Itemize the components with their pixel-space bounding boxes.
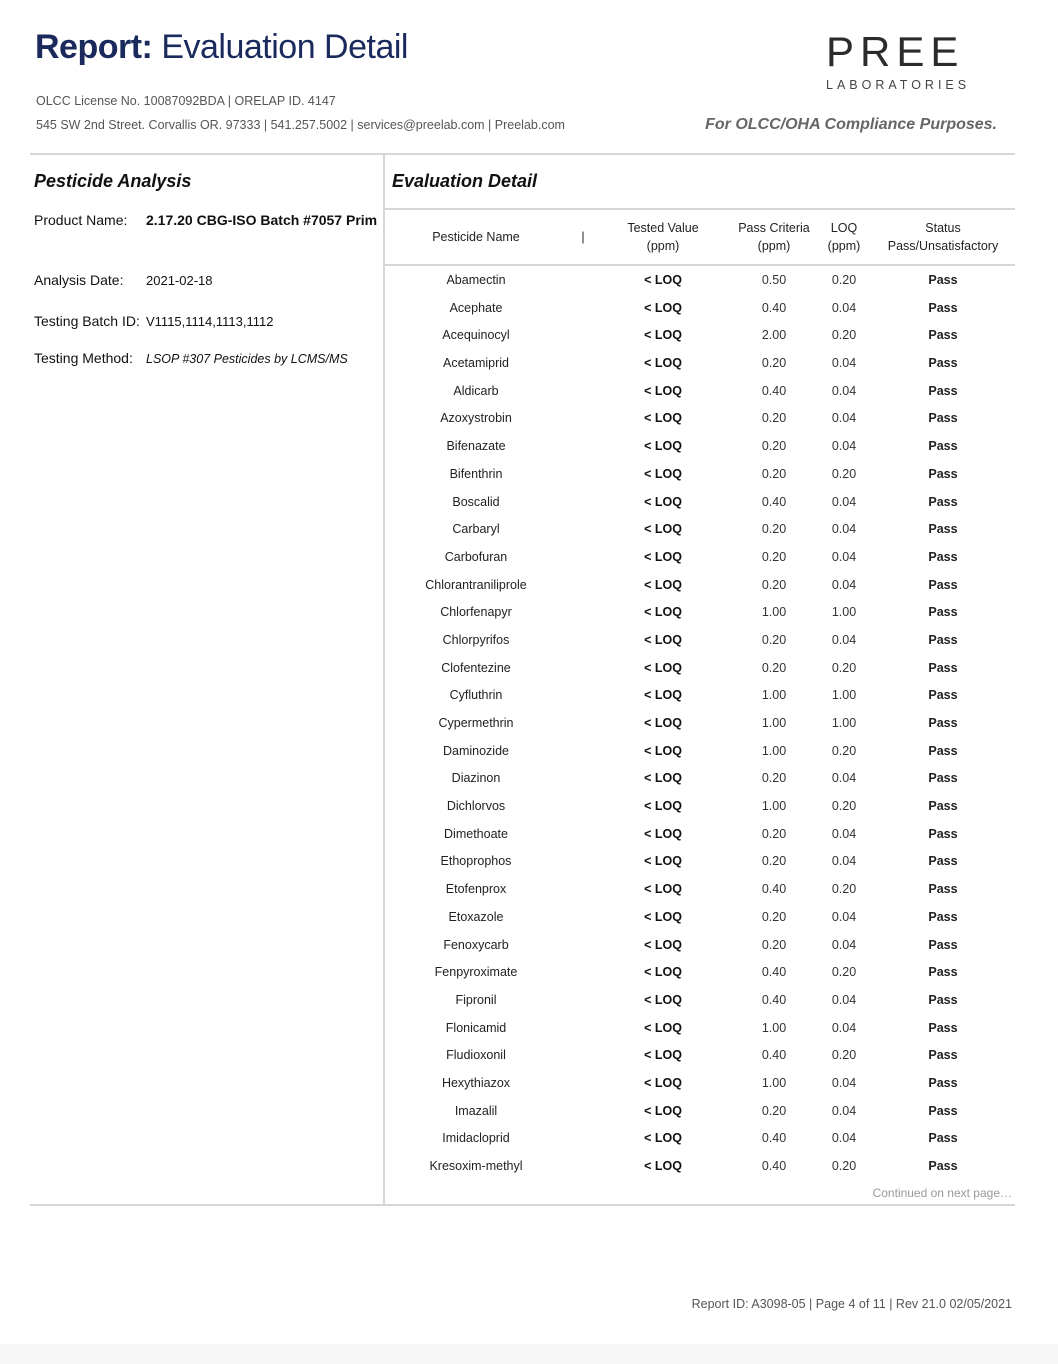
cell-tested-value: < LOQ (644, 549, 682, 564)
cell-pass-criteria: 1.00 (761, 1020, 787, 1035)
cell-status: Pass (928, 605, 958, 620)
table-header-rule-top (385, 208, 1015, 210)
table-row (385, 626, 1015, 654)
cell-pesticide-name: Aldicarb (453, 383, 499, 398)
title-rest: Evaluation Detail (152, 28, 408, 66)
divider-top (30, 153, 1015, 155)
cell-loq: 0.04 (831, 577, 857, 592)
cell-loq: 0.04 (831, 356, 857, 371)
cell-pass-criteria: 0.40 (761, 383, 787, 398)
cell-tested-value: < LOQ (644, 577, 682, 592)
table-row (385, 543, 1015, 571)
cell-status: Pass (928, 273, 958, 287)
cell-loq: 0.04 (831, 1131, 857, 1146)
cell-status: Pass (928, 937, 958, 952)
cell-loq: 0.20 (831, 799, 857, 814)
title-bold: Report: (35, 28, 153, 66)
analysis-date-label: Analysis Date: (34, 272, 124, 288)
table-row (385, 515, 1015, 543)
cell-pass-criteria: 0.40 (761, 965, 787, 980)
cell-loq: 1.00 (831, 605, 857, 620)
col-header-criteria-line2: (ppm) (757, 239, 791, 253)
cell-pesticide-name: Acequinocyl (442, 328, 510, 343)
cell-pass-criteria: 0.40 (761, 494, 787, 509)
cell-tested-value: < LOQ (644, 411, 682, 426)
testing-method-value: LSOP #307 Pesticides by LCMS/MS (146, 352, 348, 366)
col-header-criteria-line1: Pass Criteria (738, 221, 810, 235)
cell-status: Pass (928, 688, 958, 703)
cell-tested-value: < LOQ (644, 771, 682, 786)
table-row (385, 931, 1015, 959)
cell-pass-criteria: 1.00 (761, 605, 787, 620)
table-row (385, 571, 1015, 599)
cell-tested-value: < LOQ (644, 1075, 682, 1090)
cell-loq: 0.20 (831, 660, 857, 675)
table-row (385, 847, 1015, 875)
col-header-status-line2: Pass/Unsatisfactory (887, 239, 999, 253)
cell-tested-value: < LOQ (644, 273, 682, 287)
cell-pesticide-name: Daminozide (442, 743, 509, 758)
cell-pass-criteria: 0.20 (761, 356, 787, 371)
cell-loq: 1.00 (831, 688, 857, 703)
cell-pesticide-name: Acetamiprid (443, 356, 509, 371)
cell-pass-criteria: 1.00 (761, 799, 787, 814)
cell-pesticide-name: Ethoprophos (440, 854, 512, 869)
cell-loq: 0.04 (831, 411, 857, 426)
cell-loq: 0.04 (831, 439, 857, 454)
page-bottom-band (0, 1344, 1058, 1364)
col-header-tested-line1: Tested Value (627, 221, 699, 235)
cell-status: Pass (928, 577, 958, 592)
cell-tested-value: < LOQ (644, 328, 682, 343)
cell-pesticide-name: Carbaryl (452, 522, 500, 537)
cell-status: Pass (928, 1075, 958, 1090)
cell-pass-criteria: 0.20 (761, 937, 787, 952)
table-row (385, 432, 1015, 460)
cell-tested-value: < LOQ (644, 605, 682, 620)
cell-loq: 0.04 (831, 992, 857, 1007)
cell-pesticide-name: Cypermethrin (438, 716, 514, 730)
cell-status: Pass (928, 1048, 958, 1063)
table-row (385, 266, 1015, 294)
table-row (385, 737, 1015, 765)
cell-pesticide-name: Cyfluthrin (449, 688, 503, 703)
cell-loq: 0.20 (831, 1159, 857, 1173)
cell-pass-criteria: 2.00 (761, 328, 787, 343)
table-row (385, 792, 1015, 820)
cell-pesticide-name: Boscalid (452, 494, 500, 509)
cell-loq: 0.20 (831, 743, 857, 758)
cell-pesticide-name: Etofenprox (445, 882, 507, 897)
product-name-label: Product Name: (34, 212, 128, 228)
cell-tested-value: < LOQ (644, 854, 682, 869)
table-row (385, 709, 1015, 737)
cell-pesticide-name: Fenpyroximate (434, 965, 518, 980)
pree-logo (826, 28, 998, 92)
cell-pass-criteria: 0.20 (761, 577, 787, 592)
cell-pass-criteria: 0.40 (761, 1159, 787, 1173)
cell-pass-criteria: 0.20 (761, 660, 787, 675)
cell-tested-value: < LOQ (644, 743, 682, 758)
testing-batch-field (34, 313, 273, 329)
cell-status: Pass (928, 522, 958, 537)
cell-tested-value: < LOQ (644, 882, 682, 897)
cell-status: Pass (928, 1131, 958, 1146)
cell-loq: 0.04 (831, 1075, 857, 1090)
cell-status: Pass (928, 466, 958, 481)
cell-loq: 0.20 (831, 466, 857, 481)
table-row (385, 321, 1015, 349)
table-row (385, 294, 1015, 322)
cell-status: Pass (928, 549, 958, 564)
col-header-loq-line1: LOQ (830, 221, 858, 235)
cell-status: Pass (928, 992, 958, 1007)
cell-pesticide-name: Etoxazole (448, 909, 504, 924)
cell-tested-value: < LOQ (644, 439, 682, 454)
cell-pass-criteria: 0.40 (761, 300, 787, 315)
cell-loq: 0.20 (831, 1048, 857, 1063)
cell-status: Pass (928, 1103, 958, 1118)
table-row (385, 875, 1015, 903)
cell-pesticide-name: Fenoxycarb (443, 937, 509, 952)
evaluation-detail-heading: Evaluation Detail (392, 171, 538, 191)
cell-pass-criteria: 0.20 (761, 522, 787, 537)
cell-loq: 0.04 (831, 1103, 857, 1118)
cell-pesticide-name: Carbofuran (444, 549, 508, 564)
cell-pass-criteria: 0.20 (761, 826, 787, 841)
cell-loq: 0.04 (831, 937, 857, 952)
cell-tested-value: < LOQ (644, 688, 682, 703)
cell-loq: 0.04 (831, 854, 857, 869)
col-header-status (878, 219, 1008, 255)
cell-loq: 1.00 (831, 716, 857, 730)
continued-note: Continued on next page… (872, 1186, 1012, 1200)
table-row (385, 1097, 1015, 1125)
cell-status: Pass (928, 632, 958, 647)
table-row (385, 404, 1015, 432)
cell-tested-value: < LOQ (644, 826, 682, 841)
pesticide-analysis-heading: Pesticide Analysis (34, 171, 192, 191)
cell-status: Pass (928, 494, 958, 509)
cell-status: Pass (928, 882, 958, 897)
cell-pesticide-name: Abamectin (446, 273, 506, 287)
cell-tested-value: < LOQ (644, 1020, 682, 1035)
cell-pesticide-name: Dichlorvos (446, 799, 506, 814)
cell-pass-criteria: 0.20 (761, 439, 787, 454)
cell-pesticide-name: Chlorfenapyr (440, 605, 512, 620)
table-row (385, 958, 1015, 986)
cell-loq: 0.04 (831, 909, 857, 924)
testing-batch-label: Testing Batch ID: (34, 313, 140, 329)
cell-pesticide-name: Dimethoate (444, 826, 508, 841)
pesticide-table-body (385, 266, 1015, 1180)
compliance-note: For OLCC/OHA Compliance Purposes. (705, 116, 997, 133)
cell-pass-criteria: 0.40 (761, 992, 787, 1007)
testing-method-label: Testing Method: (34, 350, 133, 366)
table-row (385, 986, 1015, 1014)
cell-pass-criteria: 1.00 (761, 743, 787, 758)
cell-tested-value: < LOQ (644, 383, 682, 398)
address-line: 545 SW 2nd Street. Corvallis OR. 97333 | 541.257.5002 | services@preelab.com | Preelab.com (36, 118, 565, 132)
cell-pesticide-name: Acephate (449, 300, 503, 315)
cell-tested-value: < LOQ (644, 356, 682, 371)
table-row (385, 377, 1015, 405)
cell-pesticide-name: Imazalil (454, 1103, 498, 1118)
cell-pass-criteria: 0.20 (761, 1103, 787, 1118)
cell-pesticide-name: Fipronil (455, 992, 497, 1007)
cell-status: Pass (928, 328, 958, 343)
cell-loq: 0.04 (831, 632, 857, 647)
table-row (385, 1124, 1015, 1152)
table-row (385, 820, 1015, 848)
cell-status: Pass (928, 743, 958, 758)
analysis-date-value: 2021-02-18 (146, 273, 213, 288)
cell-pesticide-name: Chlorantraniliprole (425, 577, 527, 592)
cell-tested-value: < LOQ (644, 992, 682, 1007)
col-header-loq (814, 219, 874, 255)
cell-status: Pass (928, 439, 958, 454)
cell-status: Pass (928, 854, 958, 869)
analysis-date-field (34, 272, 213, 288)
cell-pesticide-name: Diazinon (451, 771, 501, 786)
cell-pass-criteria: 0.20 (761, 909, 787, 924)
cell-pass-criteria: 0.20 (761, 632, 787, 647)
testing-batch-value: V1115,1114,1113,1112 (146, 314, 274, 329)
cell-status: Pass (928, 300, 958, 315)
report-title (35, 28, 408, 67)
cell-status: Pass (928, 411, 958, 426)
license-line: OLCC License No. 10087092BDA | ORELAP ID. 4147 (36, 94, 336, 108)
table-row (385, 764, 1015, 792)
cell-pass-criteria: 1.00 (761, 688, 787, 703)
table-row (385, 598, 1015, 626)
cell-pesticide-name: Kresoxim-methyl (429, 1159, 523, 1173)
cell-loq: 0.04 (831, 549, 857, 564)
cell-loq: 0.20 (831, 882, 857, 897)
logo-subtitle: LABORATORIES (826, 78, 971, 92)
cell-tested-value: < LOQ (644, 300, 682, 315)
cell-tested-value: < LOQ (644, 965, 682, 980)
table-row (385, 654, 1015, 682)
col-header-tested-line2: (ppm) (646, 239, 680, 253)
product-name-field (34, 212, 377, 228)
report-footer: Report ID: A3098-05 | Page 4 of 11 | Rev 21.0 02/05/2021 (691, 1297, 1012, 1311)
table-row (385, 488, 1015, 516)
cell-pesticide-name: Fludioxonil (446, 1048, 506, 1063)
logo-mark: PREE (826, 28, 965, 75)
cell-loq: 0.20 (831, 328, 857, 343)
cell-pesticide-name: Chlorpyrifos (442, 632, 510, 647)
table-row (385, 460, 1015, 488)
cell-loq: 0.04 (831, 1020, 857, 1035)
cell-tested-value: < LOQ (644, 716, 682, 730)
cell-pesticide-name: Flonicamid (445, 1020, 507, 1035)
cell-status: Pass (928, 799, 958, 814)
cell-tested-value: < LOQ (644, 660, 682, 675)
table-row (385, 1041, 1015, 1069)
cell-pass-criteria: 0.40 (761, 1048, 787, 1063)
cell-tested-value: < LOQ (644, 937, 682, 952)
cell-pass-criteria: 0.20 (761, 549, 787, 564)
cell-status: Pass (928, 771, 958, 786)
testing-method-field (34, 350, 348, 366)
cell-pesticide-name: Azoxystrobin (440, 411, 512, 426)
table-row (385, 1014, 1015, 1042)
cell-status: Pass (928, 356, 958, 371)
cell-loq: 0.04 (831, 383, 857, 398)
cell-pass-criteria: 0.50 (761, 273, 787, 287)
table-row (385, 1069, 1015, 1097)
cell-status: Pass (928, 716, 958, 730)
cell-pesticide-name: Hexythiazox (441, 1075, 511, 1090)
col-header-tested-value (613, 219, 713, 255)
cell-pesticide-name: Clofentezine (441, 660, 511, 675)
cell-pass-criteria: 0.40 (761, 1131, 787, 1146)
cell-status: Pass (928, 965, 958, 980)
cell-status: Pass (928, 1159, 958, 1173)
cell-pass-criteria: 0.20 (761, 854, 787, 869)
cell-status: Pass (928, 909, 958, 924)
cell-tested-value: < LOQ (644, 909, 682, 924)
table-row (385, 681, 1015, 709)
cell-tested-value: < LOQ (644, 799, 682, 814)
cell-pesticide-name: Bifenazate (446, 439, 506, 454)
table-row (385, 903, 1015, 931)
cell-loq: 0.04 (831, 494, 857, 509)
cell-loq: 0.20 (831, 273, 857, 287)
cell-pass-criteria: 0.40 (761, 882, 787, 897)
cell-loq: 0.04 (831, 771, 857, 786)
cell-loq: 0.04 (831, 522, 857, 537)
cell-loq: 0.20 (831, 965, 857, 980)
col-header-separator: | (581, 230, 585, 244)
cell-tested-value: < LOQ (644, 466, 682, 481)
table-row (385, 349, 1015, 377)
cell-pass-criteria: 1.00 (761, 716, 787, 730)
cell-status: Pass (928, 826, 958, 841)
cell-tested-value: < LOQ (644, 494, 682, 509)
cell-tested-value: < LOQ (644, 1159, 682, 1173)
col-header-pass-criteria (724, 219, 824, 255)
cell-tested-value: < LOQ (644, 522, 682, 537)
cell-tested-value: < LOQ (644, 632, 682, 647)
cell-status: Pass (928, 1020, 958, 1035)
col-header-loq-line2: (ppm) (827, 239, 861, 253)
cell-tested-value: < LOQ (644, 1131, 682, 1146)
cell-pesticide-name: Imidacloprid (442, 1131, 510, 1146)
cell-loq: 0.04 (831, 826, 857, 841)
table-row (385, 1152, 1015, 1180)
cell-status: Pass (928, 660, 958, 675)
cell-pesticide-name: Bifenthrin (449, 466, 503, 481)
cell-status: Pass (928, 383, 958, 398)
cell-tested-value: < LOQ (644, 1048, 682, 1063)
cell-pass-criteria: 1.00 (761, 1075, 787, 1090)
divider-bottom (30, 1204, 1015, 1206)
cell-pass-criteria: 0.20 (761, 466, 787, 481)
col-header-status-line1: Status (925, 221, 961, 235)
cell-pass-criteria: 0.20 (761, 771, 787, 786)
col-header-pesticide-name: Pesticide Name (432, 230, 520, 244)
product-name-value: 2.17.20 CBG-ISO Batch #7057 Prim (146, 212, 378, 228)
cell-pass-criteria: 0.20 (761, 411, 787, 426)
cell-loq: 0.04 (831, 300, 857, 315)
cell-tested-value: < LOQ (644, 1103, 682, 1118)
